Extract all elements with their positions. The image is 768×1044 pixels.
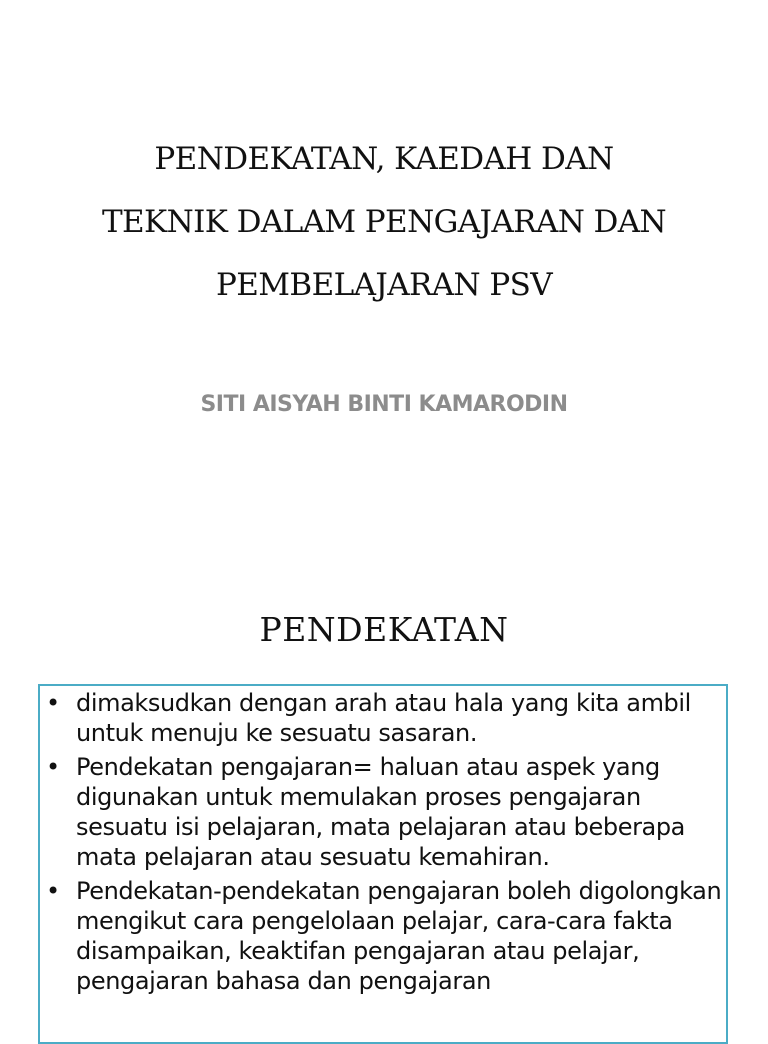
bullet-text: Pendekatan-pendekatan pengajaran boleh digolongkan mengikut cara pengelolaan pelajar, cara-cara fakta disampaikan, keaktifan pengajaran atau pelajar, pengajaran bahasa dan pengajaran [76, 877, 722, 995]
bullet-dot-icon: • [46, 689, 60, 717]
bullet-text: dimaksudkan dengan arah atau hala yang kita ambil untuk menuju ke sesuatu sasaran. [76, 689, 691, 747]
section-heading: PENDEKATAN [259, 610, 509, 649]
slide-title-line: PENDEKATAN, KAEDAH DAN [154, 141, 614, 177]
bullet-item [40, 752, 728, 872]
content-box [38, 684, 728, 1044]
author-name: SITI AISYAH BINTI KAMARODIN [200, 392, 568, 417]
bullet-item [40, 876, 728, 996]
bullet-item [40, 688, 728, 748]
bullet-dot-icon: • [46, 877, 60, 905]
bullet-dot-icon: • [46, 753, 60, 781]
slide-title-line: PEMBELAJARAN PSV [215, 267, 553, 303]
slide-title-line: TEKNIK DALAM PENGAJARAN DAN [101, 204, 667, 240]
bullet-text: Pendekatan pengajaran= haluan atau aspek yang digunakan untuk memulakan proses pengajaran sesuatu isi pelajaran, mata pelajaran atau beberapa mata pelajaran atau sesuatu kemahiran. [76, 753, 685, 871]
bullet-list [40, 688, 728, 1000]
slide-title [0, 128, 768, 317]
